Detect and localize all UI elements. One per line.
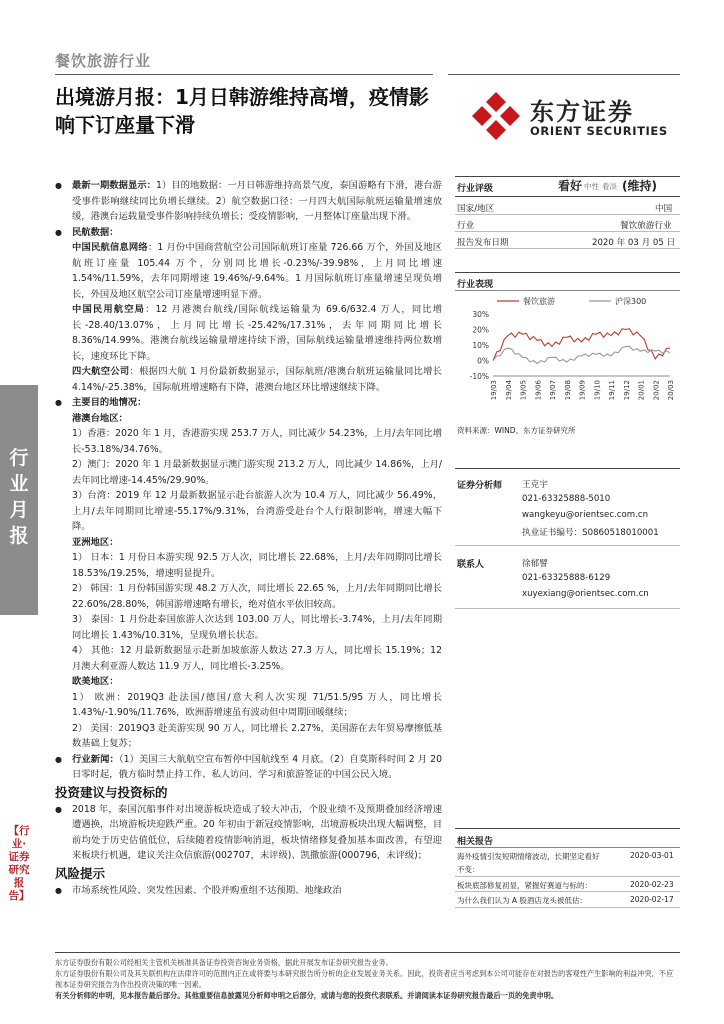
y-tick-label: -10% <box>469 372 489 381</box>
aviation-heading: ● 民航数据： <box>55 225 442 241</box>
contact-email[interactable]: xuyexiang@orientsec.com.cn <box>522 589 649 599</box>
x-tick-label: 19/07 <box>549 380 557 401</box>
analyst-license: 执业证书编号：S0860518010001 <box>522 528 659 538</box>
y-tick-label: 20% <box>472 325 489 335</box>
header-divider <box>55 74 433 75</box>
dest-other: 4） 其他：12 月最新数据显示赴新加坡旅游人数达 27.3 万人，同比增长 15.19%；12 月澳大利亚游人数达 11.9 万人，同比增长-3.25%。 <box>72 645 442 672</box>
footer-rule <box>55 952 680 953</box>
y-tick-label: 30% <box>472 310 489 319</box>
aviation-big-four: 四大航空公司：根据四大航 1 月份最新数据显示，国际航班/港澳台航班运输量同比增长 4.14%/-25.38%，国际航班增速略有下降，港澳台地区环比增速继续下降。 <box>72 366 442 393</box>
contact-name: 徐郁譬 <box>522 559 548 569</box>
x-tick-label: 19/12 <box>622 380 631 401</box>
asia-heading: 亚洲地区： <box>72 536 119 548</box>
contact-phone: 021-63325888-6129 <box>522 573 611 583</box>
legend-label: 沪深300 <box>615 297 647 306</box>
rating-opt-neutral: 中性 <box>584 182 599 191</box>
dest-korea: 2） 韩国：1 月份韩国游实现 48.2 万人次，同比增长 22.65 %，上月/去年同期同比增长 22.60%/28.80%，韩国游增速略有增长，绝对值水平依旧较高。 <box>72 583 442 610</box>
x-tick-label: 19/10 <box>593 380 602 401</box>
related-row-divider <box>455 876 680 877</box>
y-tick-label: 0% <box>477 356 489 366</box>
related-report-date: 2020-02-23 <box>630 880 674 889</box>
dest-europe: 1） 欧洲：2019Q3 赴法国/德国/意大利人次实现 71/51.5/95 万人，同比增长 1.43%/-1.90%/11.76%，欧洲游增速虽有波动但中周期回暖继续； <box>72 691 442 718</box>
rating-row-value: 中国 <box>655 204 673 214</box>
related-report-link[interactable]: 海外疫情引发短期情绪波动，长期坚定看好 <box>457 852 600 861</box>
x-tick-label: 19/04 <box>504 380 513 401</box>
rating-value: (维持) <box>622 179 657 193</box>
related-report-link[interactable]: 板块底部修复初显，紧握好赛道与标的： <box>457 881 592 890</box>
row-divider <box>455 231 680 232</box>
related-row-divider <box>455 907 680 908</box>
footer-disclaimer: 东方证券股份有限公司经相关主管机关核准具备证券投资咨询业务资格，据此开展发布证券研究报告业务。 东方证券股份有限公司及其关联机构在法律许可的范围内正在或将要与本研究报告所分析的企业发展业务关系。因此，投资者应当考虑到本公司可能存在对报告的客观性产生影响的利益冲突，不应视本证券研究报告为作出投资决策的唯一因素。 有关分析师的申明，见本报告最后部分。其他重要信息披露见分析师申明之后部分，或请与您的投资代表联系。并请阅读本证券研究报告最后一页的免责申明。 <box>55 958 674 1000</box>
analyst-label: 证券分析师 <box>457 481 503 491</box>
rating-mid-rule <box>455 196 680 197</box>
aviation-caac: 中国民用航空局：12 月港澳台航线/国际航线运输量为 69.6/632.4 万人，同比增长-28.40/13.07%，上月同比增长-25.42%/17.31%，去年同期同比增长 8.36%/14.99%。港澳台航线运输量增速持续下滑，国际航线运输量增速维持两位数增长，速度环比下降。 <box>72 304 442 362</box>
x-tick-label: 20/02 <box>652 380 661 401</box>
dest-hongkong: 1）香港：2020 年 1 月，香港游实现 253.7 万人，同比减少 54.23%，上月/去年同比增长-53.18%/34.76%。 <box>72 428 442 455</box>
analyst-phone: 021-63325888-5010 <box>522 494 611 504</box>
invest-paragraph: ● 2018 年，泰国沉船事件对出境游板块造成了较大冲击，个股业绩不及预期叠加经济增速遭遇换，出境游板块迎跌严重。20 年初由于新冠疫情影响，出境游板块出现大幅调整，目前均处于历史估值低位，后续随着疫情影响消退，板块情绪修复叠加基本面改善，有望迎来板块行机遇，建议关注众信旅游(002707，未评级)、凯撒旅游(000796，未评级)； <box>55 802 442 864</box>
chart-top-rule <box>455 272 680 273</box>
invest-heading: 投资建议与投资标的 <box>55 784 168 800</box>
rating-row-key: 国家/地区 <box>457 204 495 214</box>
related-report-date: 2020-02-17 <box>630 895 674 904</box>
related-row-divider <box>455 891 680 892</box>
contact-bottom-rule <box>455 608 680 609</box>
rating-opt-positive: 看好 <box>558 179 583 193</box>
industry-news: ● 行业新闻：（1）美国三大航航空宣布暂停中国航线至 4 月底。（2）自莫斯科时间 2 月 20 日零时起，俄方临时禁止持工作、私人访问、学习和旅游签证的中国公民入境。 <box>55 752 442 783</box>
analyst-bottom-rule <box>455 545 680 546</box>
x-tick-label: 19/09 <box>578 380 587 401</box>
rating-opt-negative: 看淡 <box>602 182 617 191</box>
related-top-rule <box>455 828 680 829</box>
report-title: 出境游月报：1月日韩游维持高增，疫情影响下订座量下滑 <box>55 85 429 137</box>
legend-label: 餐饮旅游 <box>523 297 555 306</box>
x-tick-label: 20/03 <box>667 380 675 401</box>
series-line-csi300 <box>493 346 670 363</box>
y-tick-label: 10% <box>472 341 489 350</box>
x-tick-label: 19/11 <box>608 380 616 401</box>
rating-row-value: 2020 年 03 月 05 日 <box>592 238 676 248</box>
side-label: 行业月报 <box>9 447 29 547</box>
x-tick-label: 19/06 <box>534 380 543 401</box>
chart-title: 行业表现 <box>457 280 494 290</box>
row-divider <box>455 214 680 215</box>
risk-paragraph: ● 市场系统性风险、突发性因素、个股并购重组不达预期、地缘政治 <box>55 883 442 899</box>
chart-title-rule <box>455 290 680 291</box>
main-body <box>55 178 442 898</box>
analyst-top-rule <box>455 468 680 469</box>
side-label-report-type: 【行业·证券研究报告】 <box>8 825 30 902</box>
logo-text-cn: 东方证券 <box>530 98 634 126</box>
x-tick-label: 19/08 <box>563 380 572 401</box>
related-head-rule <box>455 847 680 848</box>
x-tick-label: 20/01 <box>637 380 646 401</box>
x-tick-label: 19/05 <box>519 380 528 401</box>
header-divider-right <box>448 74 680 75</box>
rating-row-value: 餐饮旅游行业 <box>620 221 672 231</box>
related-heading: 相关报告 <box>457 837 494 847</box>
related-report-link-cont[interactable]: 不变： <box>457 865 480 874</box>
row-divider <box>455 248 680 249</box>
performance-chart <box>455 292 680 412</box>
risk-heading: 风险提示 <box>55 865 106 881</box>
dest-japan: 1） 日本：1 月份日本游实现 92.5 万人次，同比增长 22.68%，上月/去年同期同比增长 18.53%/19.25%，增速明显提升。 <box>72 552 442 579</box>
chart-source: 资料来源：WIND、东方证券研究所 <box>457 426 576 435</box>
dest-usa: 2） 美国：2019Q3 赴美游实现 90 万人，同比增长 2.27%，美国游在去年贸易摩擦低基数基础上复苏； <box>72 722 442 749</box>
latest-data-paragraph: ● 最新一期数据显示：1）目的地数据：一月日韩游维持高景气度，泰国游略有下滑，港台游受事件影响继续同比负增长继续。2）航空数据口径：一月四大航国际航班运输量增速放缓，港澳台运载量受事件影响持续负增长；受疫情影响，一月整体订座量出现下滑。 <box>55 178 442 225</box>
industry-label: 餐饮旅游行业 <box>55 52 152 70</box>
orient-logo-icon <box>470 90 522 142</box>
related-report-link[interactable]: 为什么我们认为 A 股酒店龙头被低估： <box>457 896 587 905</box>
analyst-email[interactable]: wangkeyu@orientsec.com.cn <box>522 510 649 520</box>
logo-text-en: ORIENT SECURITIES <box>530 124 668 138</box>
rating-row-key: 行业 <box>457 221 475 231</box>
rating-row-key: 报告发布日期 <box>457 238 509 248</box>
rating-label: 行业评级 <box>457 184 494 194</box>
dest-thailand: 3） 泰国：1 月份赴泰国旅游人次达到 103.00 万人，同比增长-3.74%，上月/去年同期同比增长 1.43%/10.31%，呈现负增长状态。 <box>72 614 442 641</box>
aviation-travelsky: 中国民航信息网络：1 月份中国商营航空公司国际航班订座量 726.66 万个，外国及地区航班订座量 105.44 万个，分别同比增长-0.23%/-39.98%，上月同比增速 1.54%/11.59%，去年同期增速 19.46%/-9.64%。1 月国际航班订座量增速呈现负增长，外国及地区航空公司订座量增速明显下滑。 <box>72 242 442 300</box>
hkmt-heading: 港澳台地区： <box>72 412 128 424</box>
related-report-date: 2020-03-01 <box>630 851 674 860</box>
analyst-name: 王克宇 <box>522 480 548 490</box>
contact-label: 联系人 <box>457 560 485 570</box>
euus-heading: 欧美地区： <box>72 676 119 687</box>
x-tick-label: 19/03 <box>490 380 498 401</box>
dest-taiwan: 3）台湾：2019 年 12 月最新数据显示赴台旅游人次为 10.4 万人，同比减少 56.49%，上月/去年同期同比增速-55.17%/9.31%，台湾游受赴台个人行限制影响，增速大幅下降。 <box>72 490 442 532</box>
dest-macau: 2）澳门：2020 年 1 月最新数据显示澳门游实现 213.2 万人，同比减少 14.86%，上月/去年同比增速-14.45%/29.90%。 <box>72 459 442 486</box>
destination-heading: ● 主要目的地情况： <box>55 395 442 411</box>
